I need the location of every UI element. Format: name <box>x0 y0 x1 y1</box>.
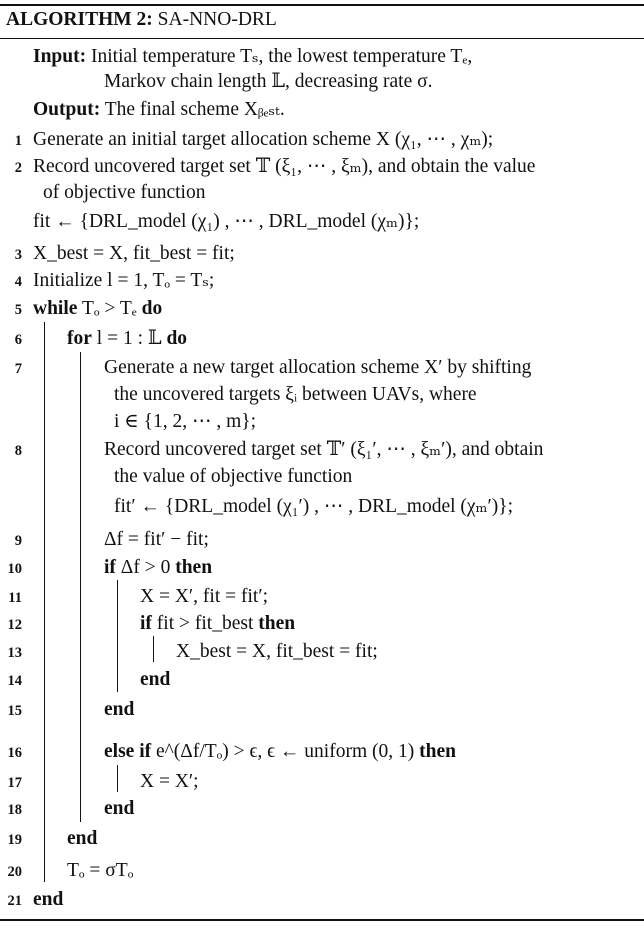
step-text: X = X′, fit = fit′; <box>140 586 269 607</box>
keyword: while <box>33 298 78 319</box>
step-text: Initialize l = 1, Tₒ = Tₛ; <box>33 270 215 291</box>
top-rule <box>0 4 644 6</box>
line-number: 2 <box>14 160 22 176</box>
step-line <box>104 799 134 819</box>
line-number: 1 <box>14 133 22 149</box>
line-number: 6 <box>14 332 22 348</box>
step-line <box>104 530 209 550</box>
step-continuation: fit′ ← {DRL_model (χ₁′) , ⋯ , DRL_model (χₘ′)}; <box>114 496 514 517</box>
step-line <box>104 742 456 762</box>
step-continuation: i ∈ {1, 2, ⋯ , m}; <box>114 411 257 432</box>
bottom-rule <box>0 919 644 921</box>
keyword: end <box>104 699 135 720</box>
step-text: Generate an initial target allocation scheme X (χ₁, ⋯ , χₘ); <box>33 129 494 150</box>
line-number: 5 <box>14 302 22 318</box>
line-number: 19 <box>7 832 22 848</box>
line-number: 18 <box>7 802 22 818</box>
output-label: Output: <box>33 99 101 120</box>
step-line <box>33 271 214 291</box>
keyword: then <box>258 613 296 634</box>
step-continuation: fit ← {DRL_model (χ₁) , ⋯ , DRL_model (χₘ)}; <box>33 211 420 232</box>
keyword: end <box>140 669 171 690</box>
keyword: do <box>166 328 188 349</box>
step-text: Record uncovered target set 𝕋 (ξ₁, ⋯ , ξₘ), and obtain the value <box>33 156 536 177</box>
input-label: Input: <box>33 46 87 67</box>
step-line <box>104 440 543 460</box>
block-guide-line <box>117 580 118 692</box>
step-text: Record uncovered target set 𝕋′ (ξ₁′, ⋯ , ξₘ′), and obtain <box>104 439 544 460</box>
input-line-1 <box>33 47 472 67</box>
step-line <box>104 700 134 720</box>
header-rule <box>0 38 644 39</box>
step-line <box>67 329 187 349</box>
step-line <box>140 772 199 792</box>
step-text: l = 1 : 𝕃 <box>91 328 167 349</box>
line-number: 21 <box>7 893 22 909</box>
step-line <box>33 890 63 910</box>
line-number: 7 <box>14 361 22 377</box>
line-number: 16 <box>7 745 22 761</box>
line-number: 12 <box>7 617 22 633</box>
line-number: 8 <box>14 443 22 459</box>
step-text: e^(Δf/Tₒ) > ϵ, ϵ ← uniform (0, 1) <box>151 741 420 762</box>
step-line <box>33 157 535 177</box>
line-number: 17 <box>7 775 22 791</box>
step-line <box>33 244 235 264</box>
step-text: Tₒ > Tₑ <box>77 298 142 319</box>
step-continuation: of objective function <box>43 182 206 203</box>
step-line <box>67 829 97 849</box>
step-line <box>67 861 133 881</box>
step-text: X_best = X, fit_best = fit; <box>176 641 378 662</box>
block-guide-line <box>153 636 154 662</box>
step-text: Δf = fit′ − fit; <box>104 529 209 550</box>
line-number: 13 <box>7 645 22 661</box>
step-line <box>140 614 295 634</box>
step-text: X_best = X, fit_best = fit; <box>33 243 235 264</box>
output-text: The final scheme Xᵦₑₛₜ. <box>104 99 285 120</box>
step-text: Δf > 0 <box>115 557 176 578</box>
keyword: else if <box>104 741 152 762</box>
algorithm-name: SA-NNO-DRL <box>157 9 277 30</box>
step-line <box>104 558 212 578</box>
keyword: then <box>175 557 213 578</box>
line-number: 20 <box>7 864 22 880</box>
step-line <box>104 358 531 378</box>
step-text: X = X′; <box>140 771 199 792</box>
step-continuation: the value of objective function <box>114 466 353 487</box>
step-line <box>176 642 378 662</box>
line-number: 9 <box>14 533 22 549</box>
input-text-1: Initial temperature Tₛ, the lowest temperature Tₑ, <box>91 46 473 67</box>
keyword: for <box>67 328 92 349</box>
keyword: end <box>104 798 135 819</box>
step-line <box>140 587 268 607</box>
line-number: 15 <box>7 703 22 719</box>
block-guide-line <box>80 352 81 822</box>
line-number: 3 <box>14 247 22 263</box>
step-line <box>33 130 493 150</box>
output-line <box>33 100 285 120</box>
input-line-2: Markov chain length 𝕃, decreasing rate σ. <box>104 71 433 92</box>
keyword: end <box>67 828 98 849</box>
algorithm-label: ALGORITHM 2: <box>6 9 153 30</box>
step-text: fit > fit_best <box>151 613 259 634</box>
line-number: 10 <box>7 561 22 577</box>
step-text: Tₒ = σTₒ <box>67 860 134 881</box>
step-text: Generate a new target allocation scheme X′ by shifting <box>104 357 532 378</box>
line-number: 11 <box>8 590 22 606</box>
keyword: do <box>141 298 163 319</box>
keyword: if <box>104 557 116 578</box>
step-line <box>140 670 170 690</box>
line-number: 14 <box>7 673 22 689</box>
step-continuation: the uncovered targets ξᵢ between UAVs, where <box>114 384 477 405</box>
step-line <box>33 299 162 319</box>
block-guide-line <box>44 322 45 882</box>
block-guide-line <box>117 765 118 792</box>
line-number: 4 <box>14 274 22 290</box>
keyword: then <box>419 741 456 762</box>
keyword: end <box>33 889 64 910</box>
algorithm-title <box>6 10 277 30</box>
keyword: if <box>140 613 152 634</box>
